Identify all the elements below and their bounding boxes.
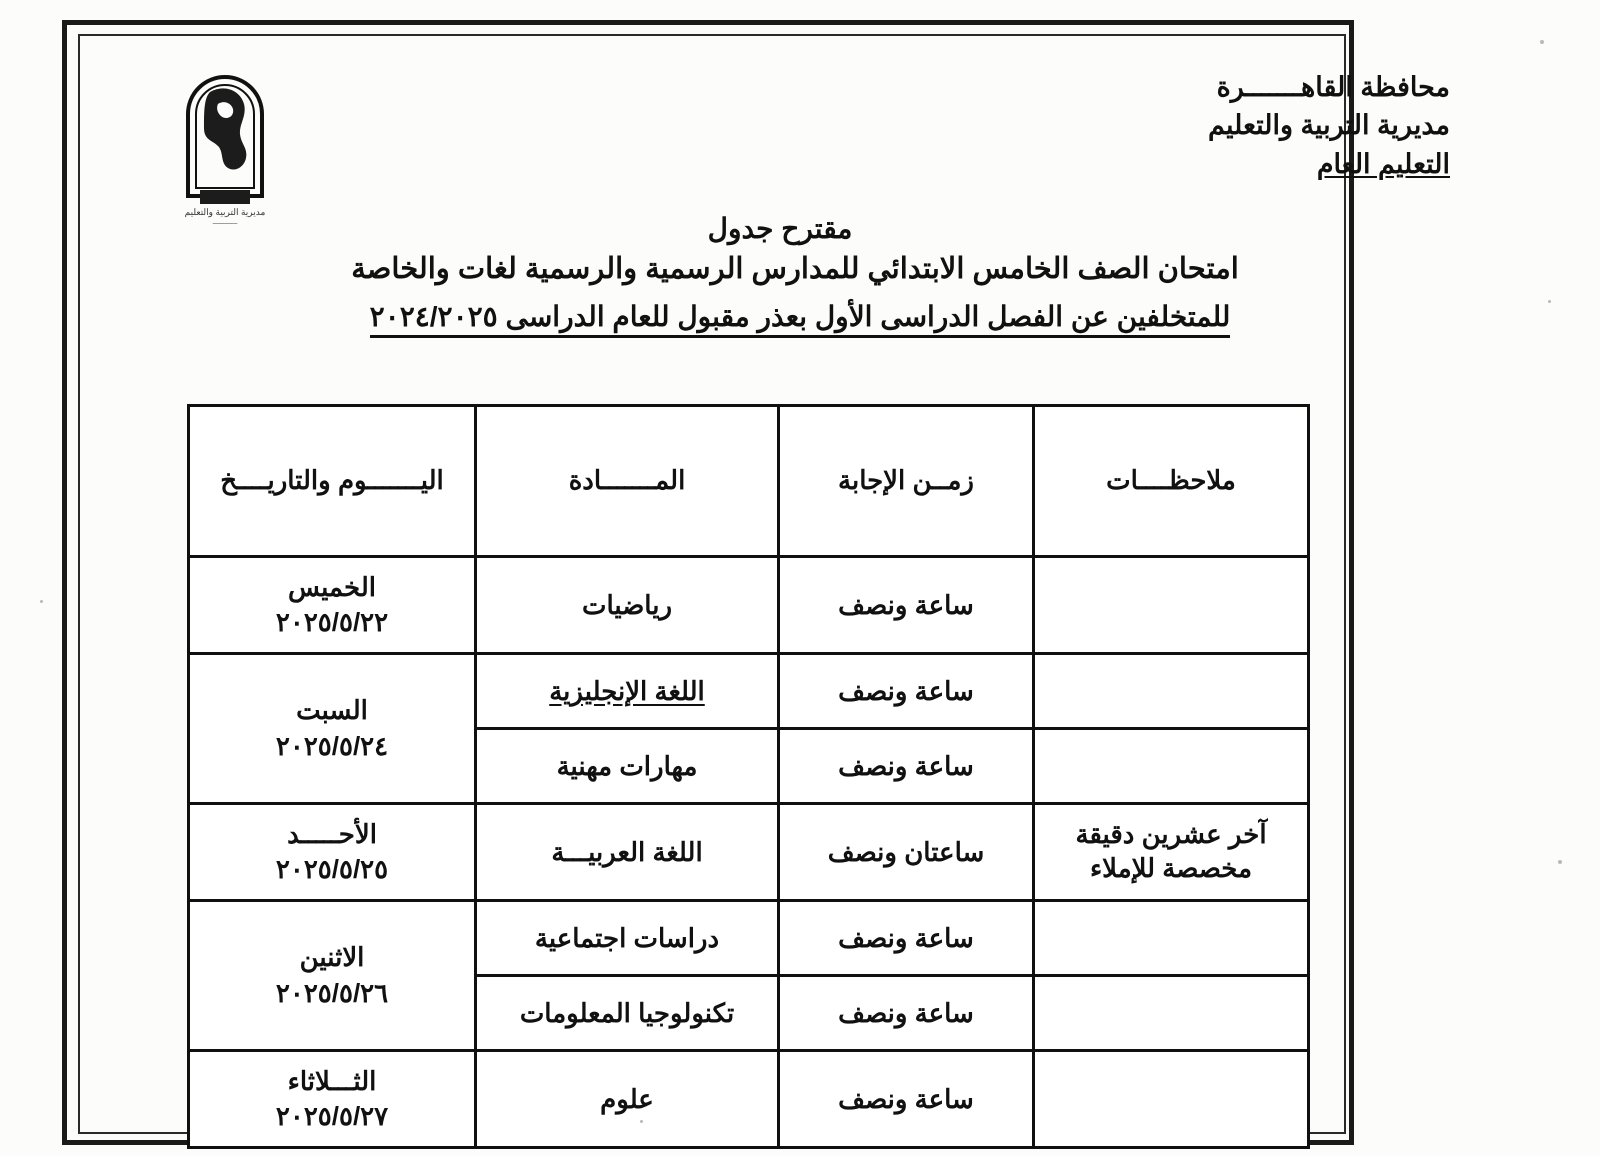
cell-day-name: الثـــلاثاء bbox=[287, 1065, 377, 1096]
scan-speck bbox=[640, 1120, 643, 1123]
scan-speck bbox=[1540, 40, 1544, 44]
cell-notes bbox=[1034, 901, 1309, 976]
cell-answer-time: ساعة ونصف bbox=[779, 1051, 1034, 1148]
cell-notes bbox=[1034, 729, 1309, 804]
cell-date: ٢٠٢٥/٥/٢٧ bbox=[275, 1101, 389, 1131]
cell-answer-time: ساعة ونصف bbox=[779, 976, 1034, 1051]
table-row bbox=[189, 901, 1309, 976]
cell-subject: اللغة الإنجليزية bbox=[476, 654, 779, 729]
table-row bbox=[189, 654, 1309, 729]
cell-date: ٢٠٢٥/٥/٢٢ bbox=[275, 607, 389, 637]
letterhead bbox=[1208, 68, 1450, 183]
header-governorate: محافظة القاهـــــــرة bbox=[1216, 72, 1450, 102]
cell-answer-time: ساعة ونصف bbox=[779, 557, 1034, 654]
cell-subject: علوم bbox=[476, 1051, 779, 1148]
cell-day-name: الخميس bbox=[288, 571, 376, 602]
cell-answer-time: ساعة ونصف bbox=[779, 901, 1034, 976]
cell-subject: تكنولوجيا المعلومات bbox=[476, 976, 779, 1051]
cell-answer-time: ساعة ونصف bbox=[779, 729, 1034, 804]
table-row bbox=[189, 1051, 1309, 1148]
cell-subject: مهارات مهنية bbox=[476, 729, 779, 804]
cell-day-name: الاثنين bbox=[299, 942, 365, 973]
page-subtitle: امتحان الصف الخامس الابتدائي للمدارس الرسمية والرسمية لغات والخاصة bbox=[351, 253, 1239, 285]
scan-speck bbox=[1548, 300, 1551, 303]
cell-day-name: السبت bbox=[296, 695, 368, 726]
cell-subject: دراسات اجتماعية bbox=[476, 901, 779, 976]
cell-subject: رياضيات bbox=[476, 557, 779, 654]
svg-text:ــــــــــــ: ــــــــــــ bbox=[212, 219, 238, 226]
column-header-subject: المـــــــادة bbox=[476, 406, 779, 557]
cell-day-date bbox=[189, 654, 476, 804]
cell-day-date bbox=[189, 804, 476, 901]
page-title: مقترح جدول bbox=[707, 213, 853, 244]
cell-notes bbox=[1034, 557, 1309, 654]
cell-date: ٢٠٢٥/٥/٢٦ bbox=[275, 977, 389, 1008]
cell-subject: اللغة العربيـــة bbox=[476, 804, 779, 901]
cell-notes bbox=[1034, 1051, 1309, 1148]
header-department: التعليم العام bbox=[1316, 148, 1450, 179]
table-row bbox=[189, 557, 1309, 654]
document-titles bbox=[0, 212, 1600, 338]
cell-day-date bbox=[189, 1051, 476, 1148]
cell-date: ٢٠٢٥/٥/٢٤ bbox=[275, 730, 389, 761]
cell-day-date bbox=[189, 901, 476, 1051]
exam-schedule-table bbox=[187, 404, 1310, 1149]
cell-answer-time: ساعتان ونصف bbox=[779, 804, 1034, 901]
scan-speck bbox=[40, 600, 43, 603]
cell-notes bbox=[1034, 654, 1309, 729]
table-header-row bbox=[189, 406, 1309, 557]
header-directorate: مديرية التربية والتعليم bbox=[1208, 110, 1450, 141]
scan-speck bbox=[1558, 860, 1562, 864]
table-row bbox=[189, 804, 1309, 901]
svg-text:مديرية التربية والتعليم: مديرية التربية والتعليم bbox=[184, 207, 266, 217]
ministry-logo bbox=[160, 52, 290, 227]
cell-notes: آخر عشرين دقيقة مخصصة للإملاء bbox=[1034, 804, 1309, 901]
cell-date: ٢٠٢٥/٥/٢٥ bbox=[275, 854, 389, 884]
column-header-day-date: اليـــــــوم والتاريــــخ bbox=[189, 406, 476, 557]
cell-day-date bbox=[189, 557, 476, 654]
cell-answer-time: ساعة ونصف bbox=[779, 654, 1034, 729]
cell-notes bbox=[1034, 976, 1309, 1051]
page-subtitle-secondary: للمتخلفين عن الفصل الدراسى الأول بعذر مقبول للعام الدراسى ٢٠٢٤/٢٠٢٥ bbox=[370, 300, 1231, 338]
column-header-answer-time: زمــن الإجابة bbox=[779, 406, 1034, 557]
cell-day-name: الأحـــــد bbox=[287, 818, 377, 849]
column-header-notes: ملاحظــــات bbox=[1034, 406, 1309, 557]
